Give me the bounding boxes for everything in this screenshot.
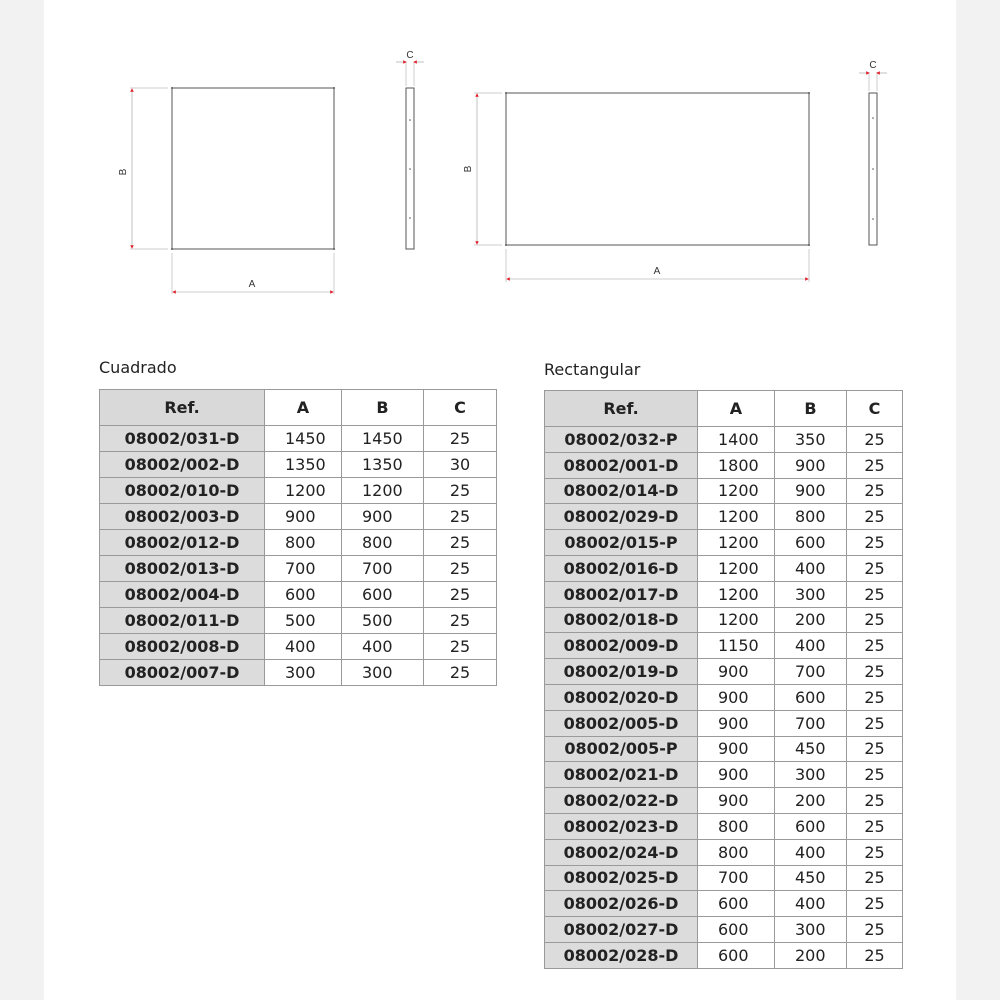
table-row: [545, 788, 903, 814]
table-row: [545, 942, 903, 968]
cell-a: 1150: [698, 633, 775, 659]
table-row: [545, 504, 903, 530]
cell-ref: 08002/027-D: [545, 917, 698, 943]
cell-a: 1200: [698, 504, 775, 530]
header-b: B: [342, 390, 424, 426]
cell-c: 25: [424, 556, 497, 582]
table-row: [545, 427, 903, 453]
square-table-title: Cuadrado: [99, 358, 177, 377]
cell-ref: 08002/023-D: [545, 813, 698, 839]
table-row: [545, 736, 903, 762]
cell-ref: 08002/022-D: [545, 788, 698, 814]
square-panel-side: [396, 50, 424, 249]
table-row: [100, 452, 497, 478]
cell-ref: 08002/019-D: [545, 659, 698, 685]
cell-ref: 08002/025-D: [545, 865, 698, 891]
rect-table-body: [545, 427, 903, 969]
cell-ref: 08002/015-P: [545, 530, 698, 556]
cell-b: 300: [342, 660, 424, 686]
table-row: [100, 504, 497, 530]
cell-b: 800: [775, 504, 847, 530]
cell-a: 400: [265, 634, 342, 660]
cell-b: 450: [775, 736, 847, 762]
cell-b: 1450: [342, 426, 424, 452]
cell-c: 25: [847, 452, 903, 478]
cell-c: 25: [847, 504, 903, 530]
cell-ref: 08002/012-D: [100, 530, 265, 556]
square-panel-front: [171, 87, 335, 250]
cell-a: 600: [698, 891, 775, 917]
cell-b: 200: [775, 942, 847, 968]
cell-c: 25: [847, 659, 903, 685]
cell-a: 1350: [265, 452, 342, 478]
rect-dimension-b: [463, 93, 502, 245]
cell-ref: 08002/017-D: [545, 581, 698, 607]
cell-a: 900: [698, 684, 775, 710]
table-row: [545, 839, 903, 865]
cell-b: 700: [775, 710, 847, 736]
square-dimension-a: [172, 253, 334, 294]
rect-label-a: A: [653, 266, 661, 277]
table-row: [100, 582, 497, 608]
cell-a: 600: [265, 582, 342, 608]
cell-a: 1200: [698, 555, 775, 581]
cell-a: 1200: [698, 530, 775, 556]
cell-b: 700: [775, 659, 847, 685]
cell-b: 1200: [342, 478, 424, 504]
header-a: A: [265, 390, 342, 426]
cell-b: 200: [775, 788, 847, 814]
cell-c: 25: [424, 660, 497, 686]
technical-drawings: [0, 0, 1000, 320]
rect-dimension-a: [506, 249, 809, 282]
cell-a: 900: [698, 788, 775, 814]
cell-a: 900: [265, 504, 342, 530]
table-row: [545, 607, 903, 633]
cell-a: 700: [698, 865, 775, 891]
cell-a: 900: [698, 659, 775, 685]
cell-b: 600: [775, 530, 847, 556]
cell-a: 800: [265, 530, 342, 556]
cell-c: 25: [847, 891, 903, 917]
dimension-drawings-svg: [0, 0, 1000, 320]
cell-ref: 08002/024-D: [545, 839, 698, 865]
cell-c: 25: [847, 555, 903, 581]
cell-ref: 08002/018-D: [545, 607, 698, 633]
table-row: [100, 634, 497, 660]
table-row: [545, 865, 903, 891]
cell-a: 900: [698, 710, 775, 736]
square-label-b: B: [118, 168, 129, 176]
cell-b: 500: [342, 608, 424, 634]
table-row: [545, 581, 903, 607]
cell-a: 1200: [698, 581, 775, 607]
cell-ref: 08002/002-D: [100, 452, 265, 478]
cell-c: 25: [847, 427, 903, 453]
cell-b: 400: [775, 891, 847, 917]
cell-b: 1350: [342, 452, 424, 478]
cell-b: 600: [342, 582, 424, 608]
cell-a: 600: [698, 917, 775, 943]
cell-c: 25: [424, 426, 497, 452]
cell-a: 900: [698, 762, 775, 788]
cell-b: 800: [342, 530, 424, 556]
cell-ref: 08002/009-D: [545, 633, 698, 659]
square-table-body: [100, 426, 497, 686]
cell-c: 25: [424, 608, 497, 634]
cell-a: 1200: [698, 607, 775, 633]
rect-side-label-c: C: [869, 60, 877, 71]
cell-b: 400: [775, 839, 847, 865]
cell-b: 400: [342, 634, 424, 660]
cell-c: 25: [847, 788, 903, 814]
cell-c: 25: [424, 478, 497, 504]
table-row: [545, 478, 903, 504]
header-c: C: [424, 390, 497, 426]
cell-ref: 08002/010-D: [100, 478, 265, 504]
table-row: [545, 452, 903, 478]
cell-c: 25: [847, 684, 903, 710]
cell-c: 25: [847, 530, 903, 556]
cell-ref: 08002/016-D: [545, 555, 698, 581]
cell-ref: 08002/031-D: [100, 426, 265, 452]
table-row: [545, 659, 903, 685]
cell-b: 600: [775, 684, 847, 710]
rect-label-b: B: [463, 165, 474, 173]
cell-ref: 08002/005-D: [545, 710, 698, 736]
table-header-row: [545, 391, 903, 427]
square-side-label-c: C: [406, 50, 414, 61]
header-ref: Ref.: [100, 390, 265, 426]
rect-panel-front: [505, 92, 810, 246]
cell-ref: 08002/007-D: [100, 660, 265, 686]
table-row: [545, 762, 903, 788]
cell-c: 25: [424, 530, 497, 556]
cell-c: 25: [847, 581, 903, 607]
rect-table-title: Rectangular: [544, 360, 641, 379]
cell-ref: 08002/021-D: [545, 762, 698, 788]
header-c: C: [847, 391, 903, 427]
cell-b: 600: [775, 813, 847, 839]
table-row: [100, 608, 497, 634]
cell-b: 900: [775, 478, 847, 504]
cell-ref: 08002/001-D: [545, 452, 698, 478]
cell-b: 200: [775, 607, 847, 633]
cell-a: 1450: [265, 426, 342, 452]
cell-ref: 08002/020-D: [545, 684, 698, 710]
header-ref: Ref.: [545, 391, 698, 427]
cell-ref: 08002/032-P: [545, 427, 698, 453]
cell-c: 30: [424, 452, 497, 478]
table-row: [100, 556, 497, 582]
cell-ref: 08002/011-D: [100, 608, 265, 634]
cell-ref: 08002/028-D: [545, 942, 698, 968]
cell-b: 900: [775, 452, 847, 478]
cell-b: 350: [775, 427, 847, 453]
table-row: [545, 710, 903, 736]
cell-c: 25: [847, 813, 903, 839]
cell-b: 700: [342, 556, 424, 582]
cell-ref: 08002/026-D: [545, 891, 698, 917]
cell-b: 300: [775, 762, 847, 788]
cell-a: 800: [698, 839, 775, 865]
cell-c: 25: [424, 504, 497, 530]
cell-b: 900: [342, 504, 424, 530]
cell-b: 300: [775, 581, 847, 607]
cell-ref: 08002/008-D: [100, 634, 265, 660]
cell-c: 25: [847, 478, 903, 504]
square-label-a: A: [248, 279, 256, 290]
table-row: [545, 813, 903, 839]
cell-c: 25: [847, 865, 903, 891]
cell-c: 25: [847, 736, 903, 762]
table-header-row: [100, 390, 497, 426]
cell-a: 500: [265, 608, 342, 634]
cell-c: 25: [424, 582, 497, 608]
cell-ref: 08002/014-D: [545, 478, 698, 504]
cell-a: 900: [698, 736, 775, 762]
cell-a: 600: [698, 942, 775, 968]
cell-ref: 08002/004-D: [100, 582, 265, 608]
table-row: [545, 555, 903, 581]
cell-c: 25: [847, 839, 903, 865]
cell-a: 1200: [698, 478, 775, 504]
rectangular-dimensions-table: [544, 390, 903, 969]
cell-a: 1400: [698, 427, 775, 453]
cell-b: 300: [775, 917, 847, 943]
cell-a: 1200: [265, 478, 342, 504]
table-row: [100, 426, 497, 452]
cell-c: 25: [847, 607, 903, 633]
cell-b: 400: [775, 633, 847, 659]
table-row: [545, 530, 903, 556]
header-a: A: [698, 391, 775, 427]
table-row: [100, 478, 497, 504]
square-dimension-b: [118, 88, 168, 249]
rect-panel-side: [859, 60, 887, 245]
cell-c: 25: [847, 917, 903, 943]
cell-b: 400: [775, 555, 847, 581]
table-row: [545, 891, 903, 917]
cell-ref: 08002/013-D: [100, 556, 265, 582]
cell-c: 25: [424, 634, 497, 660]
cell-ref: 08002/029-D: [545, 504, 698, 530]
cell-ref: 08002/005-P: [545, 736, 698, 762]
table-row: [545, 917, 903, 943]
cell-ref: 08002/003-D: [100, 504, 265, 530]
table-row: [100, 660, 497, 686]
cell-c: 25: [847, 762, 903, 788]
cell-c: 25: [847, 942, 903, 968]
table-row: [100, 530, 497, 556]
cell-c: 25: [847, 710, 903, 736]
header-b: B: [775, 391, 847, 427]
table-row: [545, 684, 903, 710]
cell-c: 25: [847, 633, 903, 659]
cell-a: 1800: [698, 452, 775, 478]
cell-a: 800: [698, 813, 775, 839]
square-dimensions-table: [99, 389, 497, 686]
cell-a: 300: [265, 660, 342, 686]
cell-a: 700: [265, 556, 342, 582]
cell-b: 450: [775, 865, 847, 891]
table-row: [545, 633, 903, 659]
